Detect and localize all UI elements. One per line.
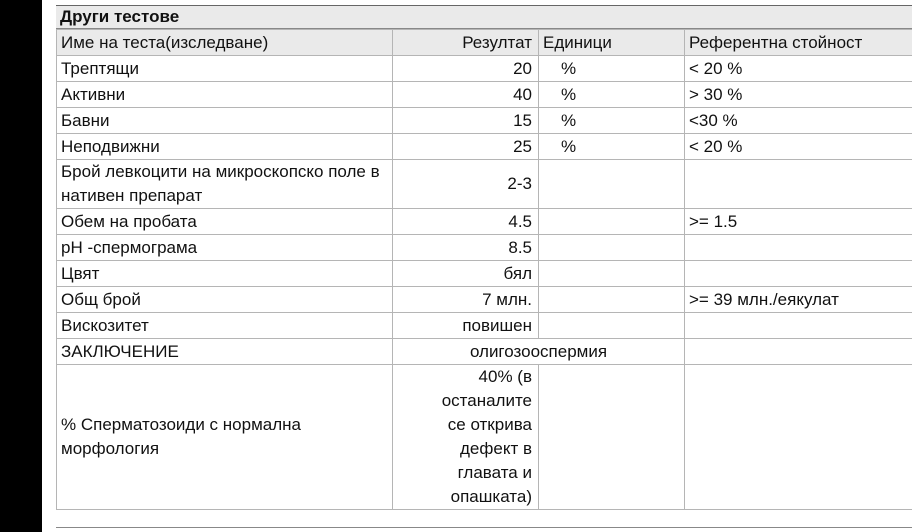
- test-units: [539, 160, 685, 209]
- test-name: Бавни: [57, 108, 393, 134]
- table-header-row: [57, 30, 912, 56]
- test-result: бял: [393, 261, 539, 287]
- test-result: 20: [393, 56, 539, 82]
- header-result: Резултат: [393, 30, 539, 56]
- test-units: [539, 287, 685, 313]
- test-result: [393, 365, 539, 510]
- table-row: [57, 365, 912, 510]
- test-name: Трептящи: [57, 56, 393, 82]
- morphology-result-text: 40% (в останалите се открива дефект в главата и опашката): [441, 367, 532, 506]
- test-reference: < 20 %: [685, 56, 912, 82]
- table-row: [57, 134, 912, 160]
- table-row: [57, 209, 912, 235]
- conclusion-value: олигозооспермия: [393, 339, 685, 365]
- test-reference: [685, 365, 912, 510]
- header-units: Единици: [539, 30, 685, 56]
- test-reference: [685, 313, 912, 339]
- test-result: 40: [393, 82, 539, 108]
- table-row: [57, 287, 912, 313]
- test-name: Активни: [57, 82, 393, 108]
- test-reference: [685, 339, 912, 365]
- table-row: [57, 108, 912, 134]
- test-reference: < 20 %: [685, 134, 912, 160]
- test-result: 4.5: [393, 209, 539, 235]
- test-name: Цвят: [57, 261, 393, 287]
- test-units: [539, 365, 685, 510]
- table-row: [57, 56, 912, 82]
- table-row: [57, 313, 912, 339]
- test-reference: >= 39 млн./еякулат: [685, 287, 912, 313]
- table-row: [57, 160, 912, 209]
- test-units: [539, 313, 685, 339]
- test-result: повишен: [393, 313, 539, 339]
- test-name: ЗАКЛЮЧЕНИЕ: [57, 339, 393, 365]
- test-name: Брой левкоцити на микроскопско поле в нативен препарат: [57, 160, 393, 209]
- test-result: 15: [393, 108, 539, 134]
- test-name: Неподвижни: [57, 134, 393, 160]
- test-name: Вискозитет: [57, 313, 393, 339]
- table-row: [57, 82, 912, 108]
- test-units: %: [539, 134, 685, 160]
- table-row: [57, 235, 912, 261]
- test-name: pH -спермограма: [57, 235, 393, 261]
- test-result: 25: [393, 134, 539, 160]
- test-reference: >= 1.5: [685, 209, 912, 235]
- test-units: %: [539, 82, 685, 108]
- test-reference: [685, 261, 912, 287]
- header-reference: Референтна стойност: [685, 30, 912, 56]
- test-reference: > 30 %: [685, 82, 912, 108]
- bottom-divider: [56, 527, 912, 528]
- report-sheet: [42, 0, 912, 532]
- test-name: Обем на пробата: [57, 209, 393, 235]
- test-name: % Сперматозоиди с нормална морфология: [57, 365, 393, 510]
- test-units: [539, 235, 685, 261]
- test-units: %: [539, 56, 685, 82]
- table-row: [57, 261, 912, 287]
- table-row: [57, 339, 912, 365]
- section-title: Други тестове: [56, 6, 912, 29]
- test-units: [539, 209, 685, 235]
- test-name: Общ брой: [57, 287, 393, 313]
- test-result: 2-3: [393, 160, 539, 209]
- test-reference: [685, 235, 912, 261]
- test-result: 7 млн.: [393, 287, 539, 313]
- results-table: [56, 29, 912, 510]
- header-test-name: Име на теста(изследване): [57, 30, 393, 56]
- test-reference: <30 %: [685, 108, 912, 134]
- test-units: [539, 261, 685, 287]
- test-result: 8.5: [393, 235, 539, 261]
- test-reference: [685, 160, 912, 209]
- test-units: %: [539, 108, 685, 134]
